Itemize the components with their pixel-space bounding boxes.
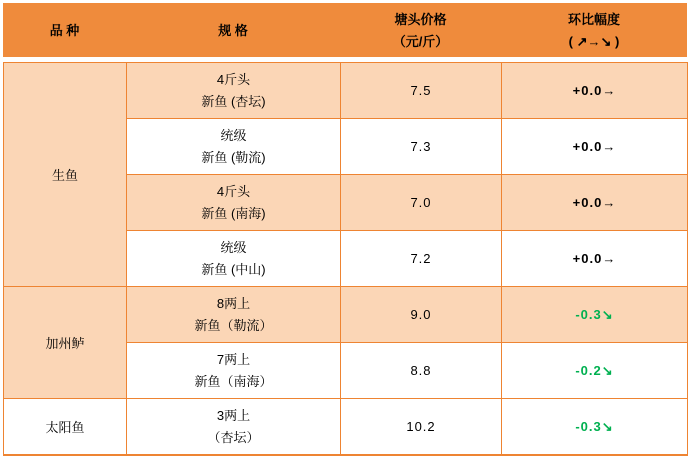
spec-size: 7两上 bbox=[216, 351, 251, 367]
header-change-arrows: ( ↗→↘ ) bbox=[568, 33, 620, 49]
table-row bbox=[4, 399, 688, 456]
price-cell: 8.8 bbox=[341, 343, 502, 399]
change-cell: -0.2↘ bbox=[502, 343, 688, 399]
spec-size: 统级 bbox=[220, 239, 247, 255]
spec-size: 4斤头 bbox=[216, 183, 251, 199]
spec-cell bbox=[127, 175, 341, 231]
species-cell-shengyu: 生鱼 bbox=[4, 63, 127, 287]
table-header bbox=[3, 3, 687, 57]
header-change bbox=[501, 3, 687, 57]
spec-origin: （杏坛） bbox=[207, 430, 260, 446]
header-price-label: 塘头价格 bbox=[394, 11, 447, 27]
change-cell: +0.0→ bbox=[502, 119, 688, 175]
header-species bbox=[3, 3, 126, 57]
spec-cell bbox=[127, 287, 341, 343]
change-cell: +0.0→ bbox=[502, 63, 688, 119]
spec-cell bbox=[127, 399, 341, 456]
spec-origin: 新鱼（南海） bbox=[194, 374, 273, 390]
header-price bbox=[340, 3, 501, 57]
change-cell: +0.0→ bbox=[502, 175, 688, 231]
price-cell: 7.3 bbox=[341, 119, 502, 175]
price-cell: 7.0 bbox=[341, 175, 502, 231]
header-price-unit: （元/斤） bbox=[392, 33, 449, 49]
header-species-label: 品 种 bbox=[49, 22, 80, 38]
price-cell: 9.0 bbox=[341, 287, 502, 343]
spec-cell bbox=[127, 343, 341, 399]
price-cell: 7.5 bbox=[341, 63, 502, 119]
price-table-body bbox=[3, 62, 688, 456]
spec-origin: 新鱼 (勒流) bbox=[201, 150, 266, 166]
spec-size: 3两上 bbox=[216, 407, 251, 423]
species-cell-jiazhoulu: 加州鲈 bbox=[4, 287, 127, 399]
price-cell: 7.2 bbox=[341, 231, 502, 287]
change-cell: -0.3↘ bbox=[502, 287, 688, 343]
spec-cell bbox=[127, 119, 341, 175]
spec-origin: 新鱼 (中山) bbox=[201, 262, 266, 278]
header-spec bbox=[126, 3, 340, 57]
spec-cell bbox=[127, 231, 341, 287]
spec-size: 统级 bbox=[220, 127, 247, 143]
spec-origin: 新鱼 (南海) bbox=[201, 206, 266, 222]
change-cell: -0.3↘ bbox=[502, 399, 688, 456]
spec-origin: 新鱼（勒流） bbox=[194, 318, 273, 334]
spec-size: 4斤头 bbox=[216, 71, 251, 87]
table-row bbox=[4, 63, 688, 119]
price-table bbox=[3, 3, 687, 456]
spec-origin: 新鱼 (杏坛) bbox=[201, 94, 266, 110]
header-change-label: 环比幅度 bbox=[567, 11, 620, 27]
table-row bbox=[4, 287, 688, 343]
price-cell: 10.2 bbox=[341, 399, 502, 456]
species-cell-taiyangyu: 太阳鱼 bbox=[4, 399, 127, 456]
header-spec-label: 规 格 bbox=[218, 22, 248, 38]
change-cell: +0.0→ bbox=[502, 231, 688, 287]
spec-cell bbox=[127, 63, 341, 119]
spec-size: 8两上 bbox=[216, 295, 251, 311]
